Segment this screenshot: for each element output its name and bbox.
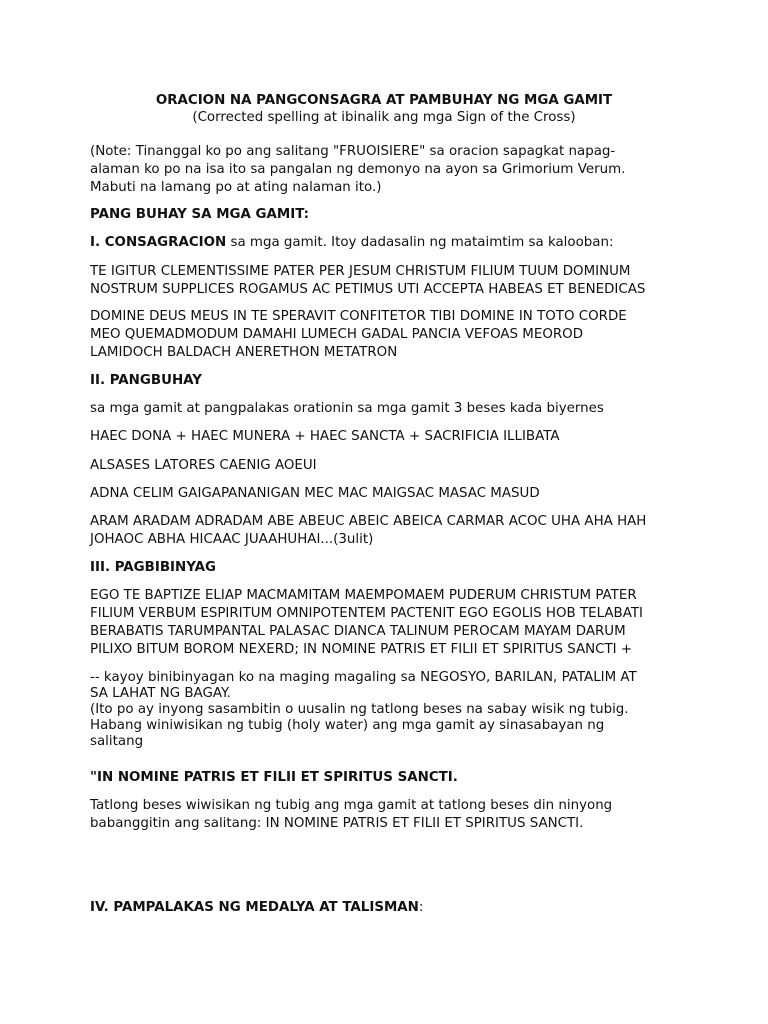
pangbuhay-line-3: ADNA CELIM GAIGAPANANIGAN MEC MAC MAIGSAC MASAC MASUD: [90, 486, 540, 501]
prayer-line: NOSTRUM SUPPLICES ROGAMUS AC PETIMUS UTI ACCEPTA HABEAS ET BENEDICAS: [90, 282, 646, 297]
prayer-line: FILIUM VERBUM ESPIRITUM OMNIPOTENTEM PACTENIT EGO EGOLIS HOB TELABATI: [90, 606, 643, 621]
pagbibinyag-explanation: [90, 669, 680, 751]
explanation-line: Habang winiwisikan ng tubig (holy water) ang mga gamit ay sinasabayan ng: [90, 718, 605, 733]
explanation-line: salitang: [90, 734, 144, 749]
prayer-line: BERABATIS TARUMPANTAL PALASAC DIANCA TALINUM PEROCAM MAYAM DARUM: [90, 624, 626, 639]
prayer-line: TE IGITUR CLEMENTISSIME PATER PER JESUM CHRISTUM FILIUM TUUM DOMINUM: [90, 264, 631, 279]
consagracion-prayer-2: [90, 308, 680, 362]
prayer-line: JOHAOC ABHA HICAAC JUAAHUHAI...(3ulit): [90, 532, 374, 547]
note-line: (Note: Tinanggal ko po ang salitang "FRUOISIERE" sa oracion sapagkat napag-: [90, 144, 616, 159]
prayer-line: PILIXO BITUM BOROM NEXERD; IN NOMINE PATRIS ET FILII ET SPIRITUS SANCTI +: [90, 642, 633, 657]
section1-intro-text: sa mga gamit. Itoy dadasalin ng mataimtim sa kalooban:: [226, 235, 614, 250]
note-line: alaman ko po na isa ito sa pangalan ng demonyo na ayon sa Grimorium Verum.: [90, 162, 626, 177]
pagbibinyag-prayer: [90, 587, 680, 659]
prayer-line: DOMINE DEUS MEUS IN TE SPERAVIT CONFITETOR TIBI DOMINE IN TOTO CORDE: [90, 309, 627, 324]
section1-heading: I. CONSAGRACION: [90, 235, 227, 250]
explanation-line: SA LAHAT NG BAGAY.: [90, 686, 231, 701]
note-paragraph: [90, 143, 680, 197]
closing-paragraph: [90, 797, 680, 833]
closing-line: Tatlong beses wiwisikan ng tubig ang mga gamit at tatlong beses din ninyong: [90, 798, 613, 813]
page-title: ORACION NA PANGCONSAGRA AT PAMBUHAY NG MGA GAMIT: [155, 93, 613, 108]
pangbuhay-line-2: ALSASES LATORES CAENIG AOEUI: [90, 458, 317, 473]
note-line: Mabuti na lamang po at ating nalaman ito.): [90, 180, 382, 195]
explanation-line: (Ito po ay inyong sasambitin o uusalin ng tatlong beses na sabay wisik ng tubig.: [90, 702, 629, 717]
invocation-quote: "IN NOMINE PATRIS ET FILII ET SPIRITUS SANCTI.: [90, 770, 458, 785]
section4-heading-line: [90, 899, 680, 917]
prayer-line: ARAM ARADAM ADRADAM ABE ABEUC ABEIC ABEICA CARMAR ACOC UHA AHA HAH: [90, 514, 647, 529]
section1-intro: [90, 234, 680, 252]
prayer-line: EGO TE BAPTIZE ELIAP MACMAMITAM MAEMPOMAEM PUDERUM CHRISTUM PATER: [90, 588, 637, 603]
section2-intro: sa mga gamit at pangpalakas orationin sa mga gamit 3 beses kada biyernes: [90, 401, 604, 416]
pangbuhay-line-4: [90, 513, 680, 549]
section4-suffix: :: [418, 900, 424, 915]
closing-line: babanggitin ang salitang: IN NOMINE PATRIS ET FILII ET SPIRITUS SANCTI.: [90, 816, 584, 831]
page-subtitle: (Corrected spelling at ibinalik ang mga Sign of the Cross): [192, 110, 576, 125]
section3-heading: III. PAGBIBINYAG: [90, 560, 216, 575]
section4-heading: IV. PAMPALAKAS NG MEDALYA AT TALISMAN: [90, 900, 419, 915]
consagracion-prayer-1: [90, 263, 680, 299]
prayer-line: LAMIDOCH BALDACH ANERETHON METATRON: [90, 345, 398, 360]
explanation-line: -- kayoy binibinyagan ko na maging magaling sa NEGOSYO, BARILAN, PATALIM AT: [90, 670, 637, 685]
section2-heading: II. PANGBUHAY: [90, 373, 202, 388]
pangbuhay-heading: PANG BUHAY SA MGA GAMIT:: [90, 207, 309, 222]
prayer-line: MEO QUEMADMODUM DAMAHI LUMECH GADAL PANCIA VEFOAS MEOROD: [90, 327, 584, 342]
pangbuhay-line-1: HAEC DONA + HAEC MUNERA + HAEC SANCTA + SACRIFICIA ILLIBATA: [90, 429, 560, 444]
